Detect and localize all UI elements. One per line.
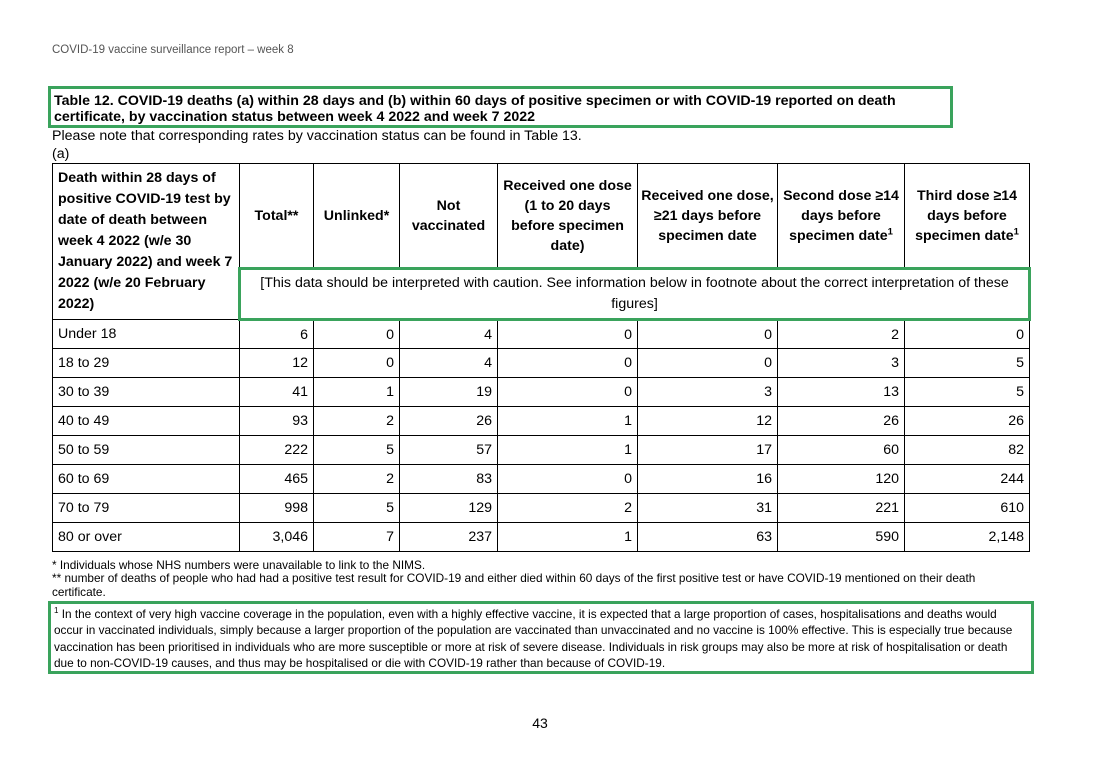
value-cell: 16 — [638, 465, 778, 494]
caution-note: [This data should be interpreted with caution. See information below in footnote about the correct interpretation of these figures] — [240, 269, 1030, 320]
value-cell: 2,148 — [905, 523, 1030, 552]
age-group-cell: 50 to 59 — [53, 436, 240, 465]
col-header-third-dose: Third dose ≥14 days before specimen date$^1$ — [905, 164, 1030, 269]
value-cell: 6 — [240, 320, 314, 349]
value-cell: 0 — [638, 320, 778, 349]
value-cell: 5 — [905, 349, 1030, 378]
value-cell: 0 — [498, 320, 638, 349]
value-cell: 4 — [400, 320, 498, 349]
value-cell: 5 — [905, 378, 1030, 407]
age-group-cell: 18 to 29 — [53, 349, 240, 378]
value-cell: 590 — [778, 523, 905, 552]
value-cell: 13 — [778, 378, 905, 407]
value-cell: 1 — [498, 407, 638, 436]
table-row — [53, 349, 1030, 378]
value-cell: 3,046 — [240, 523, 314, 552]
col-header-one-dose-1-20: Received one dose (1 to 20 days before specimen date) — [498, 164, 638, 269]
age-group-cell: 70 to 79 — [53, 494, 240, 523]
value-cell: 57 — [400, 436, 498, 465]
col-header-total: Total** — [240, 164, 314, 269]
value-cell: 12 — [240, 349, 314, 378]
table-row — [53, 436, 1030, 465]
value-cell: 82 — [905, 436, 1030, 465]
value-cell: 120 — [778, 465, 905, 494]
value-cell: 0 — [498, 378, 638, 407]
value-cell: 0 — [638, 349, 778, 378]
age-group-cell: Under 18 — [53, 320, 240, 349]
value-cell: 221 — [778, 494, 905, 523]
col-header-unlinked: Unlinked* — [314, 164, 400, 269]
value-cell: 610 — [905, 494, 1030, 523]
table-caption: Table 12. COVID-19 deaths (a) within 28 days and (b) within 60 days of positive specimen or with COVID-19 reported on death certificate, by vaccination status between week 4 2022 and week 7 2022 — [48, 86, 953, 128]
value-cell: 7 — [314, 523, 400, 552]
col-header-one-dose-21: Received one dose, ≥21 days before specimen date — [638, 164, 778, 269]
value-cell: 129 — [400, 494, 498, 523]
value-cell: 222 — [240, 436, 314, 465]
footnote-unlinked: * Individuals whose NHS numbers were unavailable to link to the NIMS. — [52, 558, 426, 572]
value-cell: 19 — [400, 378, 498, 407]
table-row — [53, 320, 1030, 349]
value-cell: 4 — [400, 349, 498, 378]
age-group-cell: 80 or over — [53, 523, 240, 552]
table-row — [53, 407, 1030, 436]
col-header-not-vaccinated: Not vaccinated — [400, 164, 498, 269]
value-cell: 0 — [498, 465, 638, 494]
value-cell: 244 — [905, 465, 1030, 494]
value-cell: 0 — [314, 320, 400, 349]
value-cell: 2 — [314, 465, 400, 494]
age-group-cell: 40 to 49 — [53, 407, 240, 436]
footnotes — [52, 559, 1027, 599]
row-header-cell: Death within 28 days of positive COVID-19 test by date of death between week 4 2022 (w/e 30 January 2022) and week 7 2022 (w/e 20 February 2022) — [53, 164, 240, 320]
deaths-table — [52, 163, 1031, 552]
value-cell: 5 — [314, 436, 400, 465]
value-cell: 1 — [314, 378, 400, 407]
value-cell: 5 — [314, 494, 400, 523]
page-number: 43 — [532, 715, 548, 731]
table-row — [53, 378, 1030, 407]
value-cell: 26 — [778, 407, 905, 436]
running-header: COVID-19 vaccine surveillance report – week 8 — [52, 44, 294, 56]
value-cell: 1 — [498, 436, 638, 465]
value-cell: 0 — [498, 349, 638, 378]
value-cell: 2 — [498, 494, 638, 523]
table-note: Please note that corresponding rates by vaccination status can be found in Table 13. — [52, 128, 582, 144]
value-cell: 26 — [905, 407, 1030, 436]
age-group-cell: 30 to 39 — [53, 378, 240, 407]
value-cell: 63 — [638, 523, 778, 552]
col-header-second-dose: Second dose ≥14 days before specimen date$^1$ — [778, 164, 905, 269]
table-row — [53, 523, 1030, 552]
value-cell: 31 — [638, 494, 778, 523]
age-group-cell: 60 to 69 — [53, 465, 240, 494]
value-cell: 465 — [240, 465, 314, 494]
footnote-marker: 1 — [54, 606, 59, 616]
footnote-total: ** number of deaths of people who had had a positive test result for COVID-19 and either died within 60 days of the first positive test or have COVID-19 mentioned on their death certificate. — [52, 571, 976, 599]
value-cell: 998 — [240, 494, 314, 523]
footnote-caution-text: In the context of very high vaccine coverage in the population, even with a highly effective vaccine, it is expected that a large proportion of cases, hospitalisations and deaths would occur in vaccinated individuals, simply because a larger proportion of the population are vaccinated than unvaccinated and no vaccine is 100% effective. This is especially true because vaccination has been prioritised in individuals who are more susceptible or more at risk of severe disease. Individuals in risk groups may also be more at risk of hospitalisation or death due to non-COVID-19 causes, and thus may be hospitalised or die with COVID-19 rather than because of COVID-19. — [54, 607, 1013, 670]
value-cell: 0 — [314, 349, 400, 378]
value-cell: 41 — [240, 378, 314, 407]
value-cell: 3 — [638, 378, 778, 407]
value-cell: 2 — [778, 320, 905, 349]
value-cell: 17 — [638, 436, 778, 465]
value-cell: 26 — [400, 407, 498, 436]
table-row — [53, 494, 1030, 523]
value-cell: 2 — [314, 407, 400, 436]
value-cell: 83 — [400, 465, 498, 494]
value-cell: 0 — [905, 320, 1030, 349]
table-sub-label: (a) — [52, 146, 70, 162]
value-cell: 93 — [240, 407, 314, 436]
table-header-row — [53, 164, 1030, 269]
value-cell: 237 — [400, 523, 498, 552]
table-row — [53, 465, 1030, 494]
value-cell: 1 — [498, 523, 638, 552]
value-cell: 60 — [778, 436, 905, 465]
value-cell: 12 — [638, 407, 778, 436]
value-cell: 3 — [778, 349, 905, 378]
footnote-caution — [48, 601, 1034, 674]
